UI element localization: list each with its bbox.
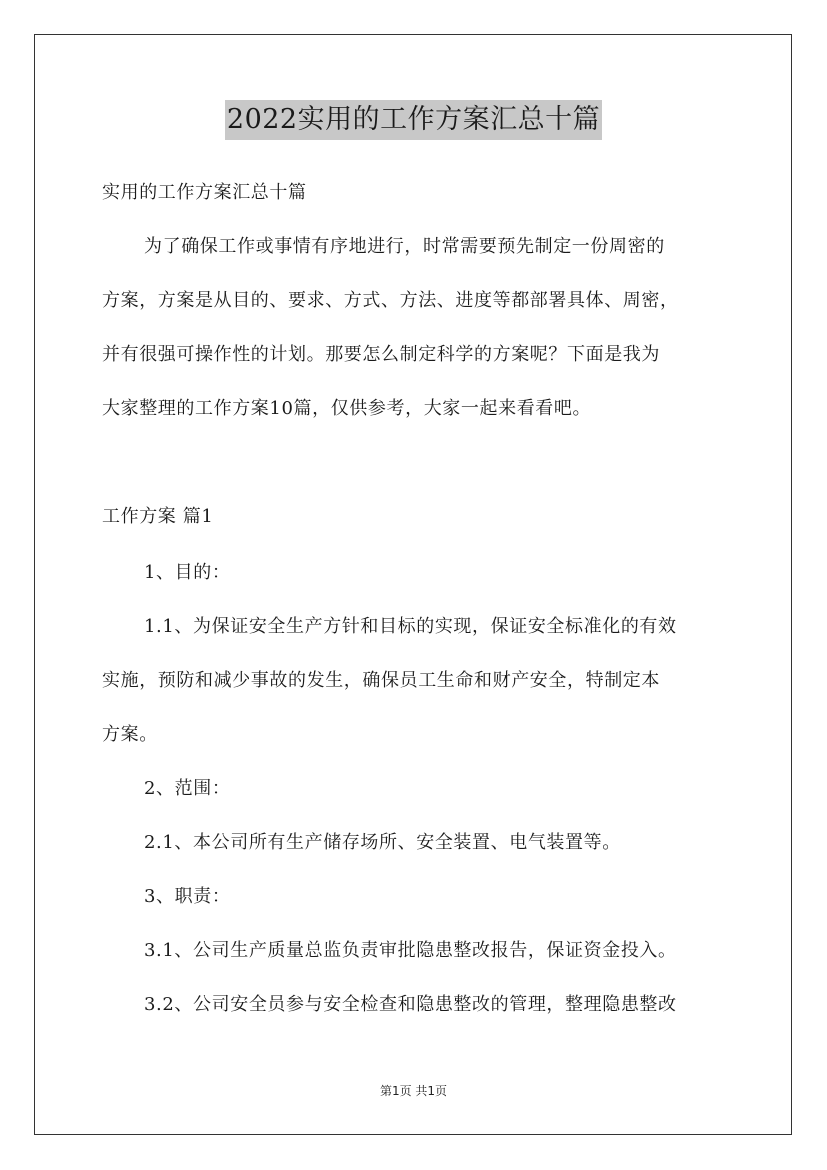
page-number: 第1页 共1页 [379, 1084, 448, 1098]
item3-1: 3.1、公司生产质量总监负责审批隐患整改报告，保证资金投入。 [144, 940, 677, 961]
document-subtitle: 实用的工作方案汇总十篇 [102, 182, 307, 203]
item3-heading: 3、职责： [144, 886, 231, 907]
item1-1-line-3: 方案。 [102, 724, 158, 745]
item3-2: 3.2、公司安全员参与安全检查和隐患整改的管理，整理隐患整改 [144, 994, 677, 1015]
item1-1-line-1: 1.1、为保证安全生产方针和目标的实现，保证安全标准化的有效 [144, 616, 677, 637]
item1-heading: 1、目的： [144, 562, 231, 583]
intro-line-1: 为了确保工作或事情有序地进行，时常需要预先制定一份周密的 [144, 236, 665, 257]
document-title: 2022实用的工作方案汇总十篇 [225, 100, 602, 140]
item2-heading: 2、范围： [144, 778, 231, 799]
item2-1: 2.1、本公司所有生产储存场所、安全装置、电气装置等。 [144, 832, 621, 853]
intro-line-4: 大家整理的工作方案10篇，仅供参考，大家一起来看看吧。 [102, 398, 592, 419]
section-heading: 工作方案 篇1 [102, 506, 214, 527]
item1-1-line-2: 实施，预防和减少事故的发生，确保员工生命和财产安全，特制定本 [102, 670, 660, 691]
intro-line-3: 并有很强可操作性的计划。那要怎么制定科学的方案呢？下面是我为 [102, 344, 660, 365]
intro-line-2: 方案，方案是从目的、要求、方式、方法、进度等都部署具体、周密， [102, 290, 679, 311]
title-container [0, 100, 827, 140]
